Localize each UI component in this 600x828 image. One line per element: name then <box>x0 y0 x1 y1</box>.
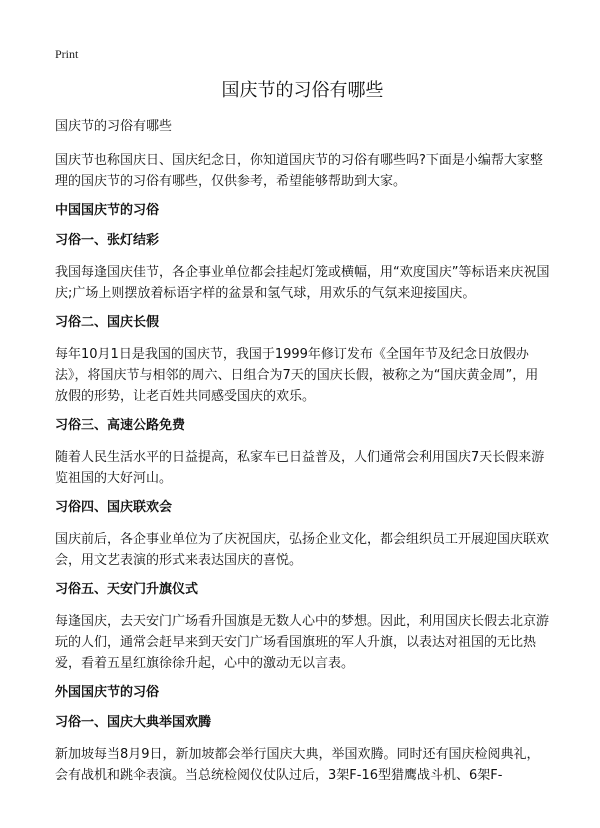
article-subtitle: 国庆节的习俗有哪些 <box>55 119 173 134</box>
section-heading: 习俗三、高速公路免费 <box>55 418 186 433</box>
section-heading: 习俗一、张灯结彩 <box>55 233 160 248</box>
section-heading: 外国国庆节的习俗 <box>55 685 160 700</box>
section-paragraph: 随着人民生活水平的日益提高，私家车已日益普及，人们通常会利用国庆7天长假来游览祖国的大好河山。 <box>55 450 545 486</box>
section-paragraph: 新加坡每当8月9日，新加坡都会举行国庆大典，举国欢腾。同时还有国庆检阅典礼，会有战机和跳伞表演。当总统检阅仪仗队过后，3架F-16型猎鹰战斗机、6架F- <box>55 747 540 783</box>
section-heading: 习俗五、天安门升旗仪式 <box>55 582 199 597</box>
section-heading: 习俗一、国庆大典举国欢腾 <box>55 715 212 730</box>
section-paragraph: 每逢国庆，去天安门广场看升国旗是无数人心中的梦想。因此，利用国庆长假去北京游玩的人们，通常会赶早来到天安门广场看国旗班的军人升旗，以表达对祖国的无比热爱，看着五星红旗徐徐升起，心中的激动无以言表。 <box>55 614 550 671</box>
section-paragraph: 国庆前后，各企事业单位为了庆祝国庆，弘扬企业文化，都会组织员工开展迎国庆联欢会，用文艺表演的形式来表达国庆的喜悦。 <box>55 532 550 568</box>
print-link[interactable]: Print <box>55 47 79 61</box>
section-heading: 习俗二、国庆长假 <box>55 315 160 330</box>
section-heading: 中国国庆节的习俗 <box>55 203 160 218</box>
section-heading: 习俗四、国庆联欢会 <box>55 500 173 515</box>
section-paragraph: 每年10月1日是我国的国庆节，我国于1999年修订发布《全国年节及纪念日放假办法》，将国庆节与相邻的周六、日组合为7天的国庆长假，被称之为“国庆黄金周”，用放假的形势，让老百姓共同感受国庆的欢乐。 <box>55 347 539 404</box>
article-body <box>55 118 550 796</box>
page-title: 国庆节的习俗有哪些 <box>221 80 384 101</box>
intro-paragraph: 国庆节也称国庆日、国庆纪念日，你知道国庆节的习俗有哪些吗?下面是小编帮大家整理的国庆节的习俗有哪些，仅供参考，希望能够帮助到大家。 <box>55 153 543 189</box>
section-paragraph: 我国每逢国庆佳节，各企事业单位都会挂起灯笼或横幅，用“欢度国庆”等标语来庆祝国庆;广场上则摆放着标语字样的盆景和氢气球，用欢乐的气氛来迎接国庆。 <box>55 265 550 301</box>
